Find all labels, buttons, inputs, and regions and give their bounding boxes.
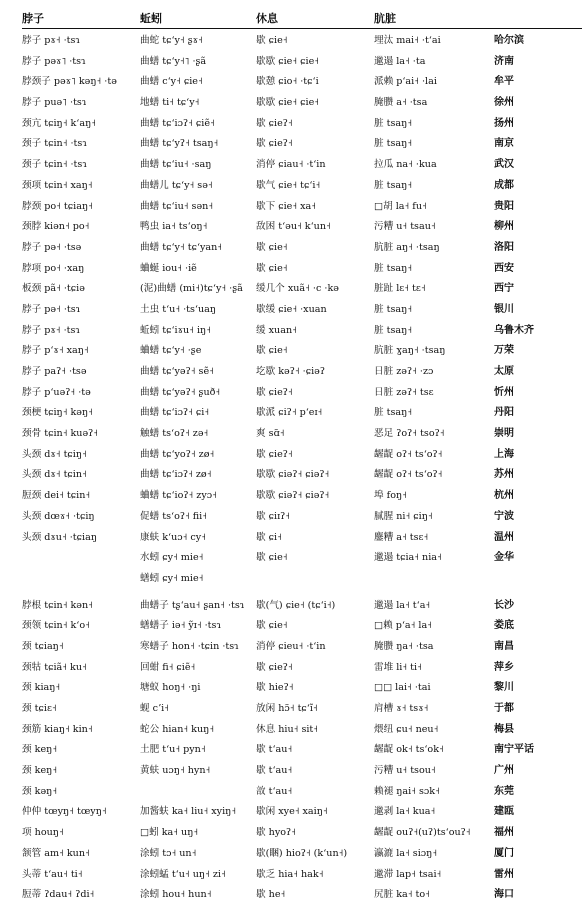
cell-city: 萍乡 — [494, 661, 514, 673]
cell-city: 长沙 — [494, 599, 514, 611]
cell-dirty: 污糟 u˧ tsau˧ — [374, 221, 436, 233]
cell-dirty: 派赖 pʻai˧ ·lai — [374, 76, 437, 88]
cell-neck: 头颈 dɤu˧ ·tɕiaŋ — [22, 531, 97, 543]
cell-neck: 颈 kiaŋ˧ — [22, 682, 61, 694]
cell-rest: 歇 ɕie˧ — [256, 241, 288, 253]
cell-rest: 歇 ɕie˧ — [256, 345, 288, 357]
cell-dirty: 瀛漉 la˧ siɔŋ˧ — [374, 847, 438, 859]
cell-worm: 曲蛇 tɕʻy˧ ʂɤ˧ — [140, 35, 203, 46]
cell-rest: 歇(睏) hioʔ˧ (kʻun˧) — [256, 847, 348, 859]
cell-neck: 头颈 dɤ˧ tɕiŋ˧ — [22, 448, 87, 460]
cell-city: 梅县 — [494, 723, 514, 735]
cell-city: 上海 — [494, 448, 514, 460]
cell-neck: 脖项 po˧ ·xaŋ — [22, 262, 85, 274]
table-row — [22, 528, 582, 549]
dialect-table — [22, 10, 582, 906]
cell-dirty: 脏 tsaŋ˧ — [374, 407, 413, 419]
table-row — [22, 596, 582, 617]
cell-city: 万荣 — [494, 345, 514, 357]
table-row — [22, 802, 582, 823]
cell-worm: 康蚨 kʻuɔ˧ cy˧ — [140, 531, 206, 543]
cell-dirty: 赖褪 ŋai˧ sɔk˧ — [374, 785, 440, 797]
cell-city: 成都 — [494, 179, 514, 191]
header-worm: 蚯蚓 — [140, 12, 162, 25]
cell-neck: 项 houŋ˧ — [22, 827, 64, 839]
cell-rest: 歇 ɕieʔ˧ — [256, 448, 293, 460]
cell-city: 宁波 — [494, 510, 514, 522]
header-rest: 休息 — [256, 12, 278, 25]
cell-worm: 土肥 tʻu˧ pyn˧ — [140, 744, 206, 756]
cell-neck: 颈亢 tɕiŋ˧ kʻaŋ˧ — [22, 117, 96, 129]
cell-rest: 歇 ɕieʔ˧ — [256, 386, 293, 398]
cell-worm: 曲蟮 tɕʻyoʔ˧ zø˧ — [140, 448, 215, 460]
table-row — [22, 155, 582, 176]
cell-worm: 鸭虫 ia˧ tsʻoŋ˧ — [140, 221, 208, 233]
cell-worm: 蟮蚓 ɕy˧ mie˧ — [140, 572, 204, 584]
cell-dirty: 拉瓜 na˧ ·kua — [374, 159, 437, 171]
table-row — [22, 403, 582, 424]
cell-dirty: 污糟 u˧ tsou˧ — [374, 765, 436, 777]
cell-rest: 敨 tʻau˧ — [256, 785, 293, 797]
cell-rest: 歇闲 xye˧ xaiŋ˧ — [256, 806, 328, 818]
cell-city: 哈尔滨 — [494, 35, 524, 46]
cell-dirty: 日脏 zəʔ˧ tsɛ — [374, 386, 434, 398]
cell-rest: 歇歇 ɕie˧ ɕie˧ — [256, 97, 319, 109]
cell-worm: 涂蚓 tɔ˧ un˧ — [140, 847, 197, 859]
cell-dirty: 埠 foŋ˧ — [374, 490, 407, 502]
cell-rest — [256, 569, 374, 590]
cell-dirty — [374, 569, 494, 590]
cell-neck: 颈 tɕiɛ˧ — [22, 703, 57, 714]
cell-worm: 涂蚓 hou˧ hun˧ — [140, 889, 212, 901]
cell-neck: 仲仲 tœyŋ˧ tœyŋ˧ — [22, 806, 107, 818]
cell-neck: 颈牯 tɕiã˧ ku˧ — [22, 661, 87, 673]
cell-dirty: 腌臜 a˧ ·tsa — [374, 97, 428, 109]
cell-rest: 歇缓 ɕie˧ ·xuan — [256, 303, 327, 315]
cell-city: 西安 — [494, 262, 514, 274]
cell-dirty: 龌龊 ouʔ˧(uʔ)tsʻouʔ˧ — [374, 827, 471, 839]
table-row — [22, 259, 582, 280]
table-row — [22, 134, 582, 155]
cell-rest: 歇 ɕie˧ — [256, 552, 288, 564]
table-row — [22, 217, 582, 238]
table-row — [22, 114, 582, 135]
cell-neck — [22, 569, 140, 590]
cell-neck: 脖颈 po˧ tɕiaŋ˧ — [22, 200, 93, 212]
cell-worm: 曲蟮 tɕʻiu˧ ·saŋ — [140, 159, 212, 171]
cell-neck: 板颈 pã˧ ·tɕiə — [22, 283, 85, 295]
cell-rest: 歇歇 ɕie˧ ɕie˧ — [256, 55, 319, 67]
cell-worm: 蛐蟮 tɕʻy˧ ·ʂe — [140, 345, 202, 357]
table-row — [22, 569, 582, 590]
cell-neck: 颈 tɕiaŋ˧ — [22, 640, 64, 652]
cell-worm: 曲蟮 tɕʻyʔ˧ tsaŋ˧ — [140, 138, 219, 150]
cell-worm: 土虫 tʻu˧ ·tsʻuaŋ — [140, 303, 217, 315]
cell-city: 济南 — [494, 55, 514, 67]
cell-city: 杭州 — [494, 490, 514, 502]
cell-rest: 圪歇 kəʔ˧ ·ɕiəʔ — [256, 366, 325, 377]
cell-neck: 颈项 tɕin˧ xaŋ˧ — [22, 179, 93, 191]
cell-city: 徐州 — [494, 97, 514, 109]
cell-dirty: 煨纽 ɕu˧ neu˧ — [374, 723, 439, 735]
cell-rest: 消停 ɕieu˧ ·tʻin — [256, 640, 326, 652]
cell-city: 厦门 — [494, 847, 514, 859]
table-row — [22, 72, 582, 93]
cell-neck: 颈 keŋ˧ — [22, 765, 58, 777]
cell-worm: 触蟮 tsʻoʔ˧ zə˧ — [140, 428, 209, 440]
table-row — [22, 197, 582, 218]
table-row — [22, 761, 582, 782]
table-row — [22, 548, 582, 569]
table-row — [22, 823, 582, 844]
cell-dirty: 龌龊 ok˧ tsʻok˧ — [374, 744, 444, 756]
cell-neck: 脖子 paʔ˧ ·tsə — [22, 366, 87, 377]
table-row — [22, 424, 582, 445]
cell-city: 崇明 — [494, 428, 514, 440]
cell-neck: 颈 kəŋ˧ — [22, 785, 58, 797]
table-row — [22, 486, 582, 507]
cell-worm: 曲蟮 tɕʻiu˧ sən˧ — [140, 200, 214, 212]
table-row — [22, 238, 582, 259]
header-city — [494, 10, 582, 28]
cell-rest: 歇 ɕieʔ˧ — [256, 138, 293, 150]
cell-rest: 歇派 ɕiʔ˧ pʻeɪ˧ — [256, 407, 323, 419]
cell-dirty: 恶足 ʔoʔ˧ tsoʔ˧ — [374, 428, 445, 440]
cell-neck: 脖颈子 pəɤ˥ kəŋ˧ ·tə — [22, 76, 117, 88]
cell-city: 于都 — [494, 703, 514, 714]
cell-neck: 颔管 am˧ kun˧ — [22, 847, 90, 859]
cell-neck: 脰蒂 ʔdau˧ ʔdi˧ — [22, 889, 95, 901]
table-row — [22, 465, 582, 486]
table-body-bottom — [22, 596, 582, 906]
cell-worm: 蛇公 hian˧ kuŋ˧ — [140, 723, 215, 735]
cell-worm: 曲蟮 tɕʻyəʔ˧ sẽ˧ — [140, 366, 214, 377]
cell-worm: 曲蟮 tɕʻyəʔ˧ ʂuð˧ — [140, 386, 221, 398]
cell-worm — [140, 782, 256, 803]
cell-rest: 歇 ɕieʔ˧ — [256, 661, 293, 673]
cell-dirty: 雷堆 li˧ ti˧ — [374, 661, 422, 673]
table-row — [22, 782, 582, 803]
table-row — [22, 637, 582, 658]
cell-dirty: 脏 tsaŋ˧ — [374, 117, 413, 129]
cell-dirty: 邋遢 la˧ ·ta — [374, 55, 426, 67]
cell-dirty: 龌龊 oʔ˧ tsʻoʔ˧ — [374, 469, 443, 481]
cell-rest: 歇歇 ɕiəʔ˧ ɕiəʔ˧ — [256, 490, 330, 502]
cell-rest: 歇 hieʔ˧ — [256, 682, 294, 694]
cell-neck: 头颈 dɤ˧ tɕin˧ — [22, 469, 87, 481]
cell-dirty: 埋汰 mai˧ ·tʻai — [374, 35, 441, 46]
cell-neck: 颈脖 kiən˧ po˧ — [22, 221, 90, 233]
cell-rest: 放闲 hɔ̃˧ tɕʻĩ˧ — [256, 703, 318, 714]
table-row — [22, 678, 582, 699]
cell-worm: 促蟮 tsʻoʔ˧ fii˧ — [140, 510, 207, 522]
cell-neck: 颈子 tɕin˧ ·tsɿ — [22, 159, 87, 171]
cell-rest: 休息 hiu˧ sit˧ — [256, 723, 319, 735]
cell-city: 太原 — [494, 366, 514, 377]
cell-worm: 涂蚓蜢 tʻu˧ uŋ˧ zi˧ — [140, 868, 226, 880]
cell-city: 海口 — [494, 889, 514, 901]
cell-rest: 歇 ɕiɪʔ˧ — [256, 510, 291, 522]
cell-city: 银川 — [494, 303, 514, 315]
cell-neck: 颈 keŋ˧ — [22, 744, 58, 756]
cell-city: 温州 — [494, 531, 514, 543]
cell-worm: 塘蚁 hoŋ˧ ·ŋi — [140, 682, 201, 694]
table-row — [22, 300, 582, 321]
cell-worm: 蚯蚓 tɕʻiɤu˧ iŋ˧ — [140, 324, 211, 336]
cell-dirty: 腻腥 ni˧ ɕiŋ˧ — [374, 510, 433, 522]
cell-dirty: 肮脏 ɣaŋ˧ ·tsaŋ — [374, 345, 446, 357]
cell-neck: 脰颈 dei˧ tɕin˧ — [22, 490, 91, 502]
table-row — [22, 507, 582, 528]
cell-city: 牟平 — [494, 76, 514, 88]
cell-dirty: 鏖糟 a˧ tsɛ˧ — [374, 531, 429, 543]
cell-city: 南宁平话 — [494, 744, 534, 756]
cell-city: 武汉 — [494, 159, 514, 171]
cell-dirty: 脏 tsaŋ˧ — [374, 262, 413, 274]
cell-city: 南昌 — [494, 640, 514, 652]
cell-neck: 脖子 pʻuəʔ˧ ·tə — [22, 386, 91, 398]
cell-rest: 歇歇 ɕiəʔ˧ ɕiəʔ˧ — [256, 469, 330, 481]
cell-dirty: 邋遢 tɕia˧ nia˧ — [374, 552, 442, 564]
cell-rest: 缓几个 xuã˧ ·c ·kə — [256, 283, 339, 295]
table-row — [22, 445, 582, 466]
cell-dirty: □胡 la˧ fu˧ — [374, 200, 427, 212]
cell-dirty: 尻脏 ka˧ to˧ — [374, 889, 430, 901]
cell-worm: 曲蟮 tɕʻy˧˥ ·ʂã — [140, 55, 207, 67]
cell-rest: 歇 hyoʔ˧ — [256, 827, 296, 839]
cell-rest: 歇下 ɕie˧ xa˧ — [256, 200, 316, 212]
cell-neck: 头颈 dœɤ˧ ·tɕiŋ — [22, 510, 95, 522]
cell-city: 东莞 — [494, 785, 514, 797]
cell-city: 雷州 — [494, 868, 514, 880]
table-row — [22, 865, 582, 886]
table-row — [22, 31, 582, 52]
cell-dirty: 脏 tsaŋ˧ — [374, 324, 413, 336]
cell-city: 福州 — [494, 827, 514, 839]
cell-neck: 脖子 pə˧ ·tsə — [22, 241, 82, 253]
cell-city: 苏州 — [494, 469, 514, 481]
cell-neck: 脖子 pə˧ ·tsɿ — [22, 303, 81, 315]
cell-worm: 蟮蟮子 iə˧ ỹɪ˧ ·tsɿ — [140, 620, 221, 632]
cell-neck: 颈领 tɕin˧ kʻo˧ — [22, 620, 90, 632]
header-neck: 脖子 — [22, 12, 44, 25]
table-row — [22, 616, 582, 637]
cell-rest: 歇(气) ɕie˧ (tɕʻi˧) — [256, 599, 336, 611]
cell-worm: 蛐蟮 tɕʻioʔ˧ zyɔ˧ — [140, 490, 217, 502]
cell-worm: 曲蟮 tɕʻiɔʔ˧ ɕiẽ˧ — [140, 117, 215, 129]
cell-worm: 曲蟮儿 tɕʻy˧ sə˧ — [140, 179, 213, 191]
cell-worm: 蚬 cʼi˧ — [140, 703, 169, 714]
table-row — [22, 176, 582, 197]
cell-city: 贵阳 — [494, 200, 514, 212]
cell-rest: 歇气 ɕie˧ tɕʻi˧ — [256, 179, 321, 191]
cell-rest: 敌困 tʻəu˧ kʻun˧ — [256, 221, 331, 233]
cell-neck: 脖子 pɤ˧ ·tsɿ — [22, 324, 80, 336]
cell-city: 广州 — [494, 765, 514, 777]
cell-worm: □蚓 ka˧ uŋ˧ — [140, 827, 199, 839]
cell-rest: 消停 ɕiau˧ ·tʻin — [256, 159, 326, 171]
cell-city — [494, 569, 582, 590]
table-row — [22, 362, 582, 383]
cell-worm: 回蚶 fi˧ ɕiẽ˧ — [140, 661, 196, 673]
header-dirty: 肮脏 — [374, 12, 396, 25]
cell-dirty: 邋滞 lap˧ tsai˧ — [374, 868, 442, 880]
cell-city: 丹阳 — [494, 407, 514, 419]
table-row — [22, 658, 582, 679]
cell-rest: 歇 ɕie˧ — [256, 620, 288, 632]
cell-dirty: 脏 tsaŋ˧ — [374, 303, 413, 315]
cell-city: 乌鲁木齐 — [494, 324, 534, 336]
cell-rest: 歇 tʻau˧ — [256, 765, 293, 777]
cell-dirty: 脏 tsaŋ˧ — [374, 179, 413, 191]
cell-rest: 歇 ɕie˧ — [256, 35, 288, 46]
table-row — [22, 279, 582, 300]
table-row — [22, 699, 582, 720]
cell-rest: 歇憩 ɕio˧ ·tɕʻi — [256, 76, 319, 88]
cell-dirty: 脏趾 lɛ˧ tɛ˧ — [374, 283, 426, 295]
cell-worm: 蛐蜒 iou˧ ·iẽ — [140, 262, 197, 274]
cell-worm: 曲蟮 tɕʻiɔʔ˧ ɕi˧ — [140, 407, 210, 419]
cell-worm: 寒蟮子 hon˧ ·tɕin ·tsɿ — [140, 640, 239, 652]
table-row — [22, 740, 582, 761]
cell-dirty: 腌臜 ŋa˧ ·tsa — [374, 640, 434, 652]
table-body-top — [22, 31, 582, 590]
cell-city: 黎川 — [494, 682, 514, 694]
cell-dirty: 邋剥 la˧ kua˧ — [374, 806, 436, 818]
cell-rest: 歇 ɕieʔ˧ — [256, 117, 293, 129]
cell-city: 忻州 — [494, 386, 514, 398]
cell-worm: 黄蚨 uɔŋ˧ hyn˧ — [140, 765, 211, 777]
cell-neck: 脖子 pɤ˧ ·tsɿ — [22, 35, 80, 46]
table-row — [22, 720, 582, 741]
cell-worm: 地蟮 ti˧ tɕʻy˧ — [140, 97, 200, 109]
cell-city: 柳州 — [494, 221, 514, 233]
table-row — [22, 844, 582, 865]
cell-neck: 脖子 pəɤ˥ ·tsɿ — [22, 55, 86, 67]
cell-neck: 脖子 puə˥ ·tsɿ — [22, 97, 87, 109]
table-row — [22, 321, 582, 342]
table-row — [22, 52, 582, 73]
table-row — [22, 885, 582, 906]
cell-neck: 颈子 tɕin˧ ·tsɿ — [22, 138, 87, 150]
cell-city: 扬州 — [494, 117, 514, 129]
cell-dirty: 脏 tsaŋ˧ — [374, 138, 413, 150]
cell-neck: 颈筋 kiaŋ˧ kin˧ — [22, 723, 93, 735]
cell-neck: 脖子 pʻɤ˧ xaŋ˧ — [22, 345, 89, 357]
cell-city: 金华 — [494, 552, 514, 564]
cell-city: 娄底 — [494, 620, 514, 632]
cell-dirty: 日脏 zəʔ˧ ·zɔ — [374, 366, 434, 377]
cell-dirty: 龌龊 oʔ˧ tsʻoʔ˧ — [374, 448, 443, 460]
table-row — [22, 383, 582, 404]
cell-neck: 脖根 tɕin˧ kən˧ — [22, 599, 93, 611]
cell-dirty: 肮脏 aŋ˧ ·tsaŋ — [374, 241, 440, 253]
cell-dirty: 肩槽 ɤ˧ tsɤ˧ — [374, 703, 429, 714]
cell-worm: 曲蟮子 tʂʻau˧ ʂan˧ ·tsɿ — [140, 599, 245, 611]
cell-rest: 歇乏 hia˧ hak˧ — [256, 868, 324, 880]
cell-city: 西宁 — [494, 283, 514, 295]
cell-worm: 曲蟮 tɕʻiɔʔ˧ zø˧ — [140, 469, 212, 481]
cell-city: 洛阳 — [494, 241, 514, 253]
cell-rest: 缓 xuan˧ — [256, 324, 297, 336]
cell-worm: 曲蟮 tɕʻy˧ tɕʻyan˧ — [140, 241, 223, 253]
cell-city: 建瓯 — [494, 806, 514, 818]
cell-rest: 歇 ɕi˧ — [256, 531, 282, 543]
cell-rest: 歇 he˧ — [256, 889, 286, 901]
table-row — [22, 93, 582, 114]
cell-worm: 加酱蚨 ka˧ liu˧ xyiŋ˧ — [140, 806, 237, 818]
table-row — [22, 341, 582, 362]
cell-dirty: 邋遢 la˧ tʻa˧ — [374, 599, 431, 611]
cell-worm: 水蚓 ɕy˧ mie˧ — [140, 552, 204, 564]
cell-rest: 歇 tʻau˧ — [256, 744, 293, 756]
table-header — [22, 10, 582, 29]
cell-neck: 头蒂 tʻau˧ ti˧ — [22, 868, 83, 880]
cell-worm: 曲蟮 cʻy˧ ɕie˧ — [140, 76, 203, 88]
cell-rest: 歇 ɕie˧ — [256, 262, 288, 274]
cell-neck: 颈骨 tɕin˧ kuəʔ˧ — [22, 428, 99, 440]
cell-worm: (泥)曲蟮 (mi˧)tɕʻy˧ ·ʂã — [140, 283, 243, 295]
cell-city: 南京 — [494, 138, 514, 150]
cell-dirty: □赖 pʻa˧ la˧ — [374, 620, 432, 632]
cell-neck: 颈梗 tɕiŋ˧ kəŋ˧ — [22, 407, 93, 419]
cell-dirty: □□ lai˧ ·tai — [374, 682, 431, 694]
cell-neck — [22, 548, 140, 569]
cell-rest: 爽 sɑ̃˧ — [256, 428, 285, 440]
